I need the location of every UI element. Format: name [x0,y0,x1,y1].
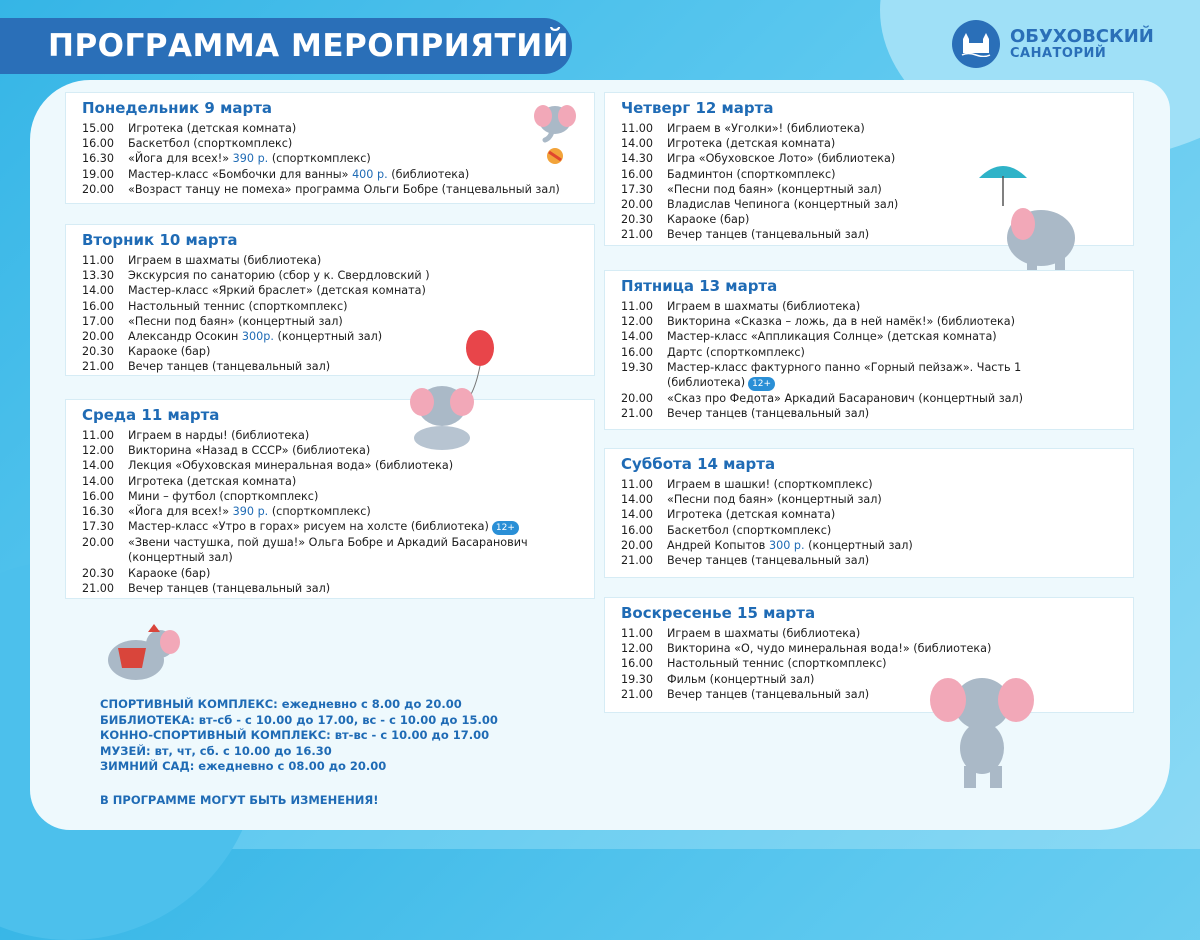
event-description [667,151,895,166]
event-row [621,391,1133,406]
event-row [621,375,1133,391]
event-row [82,489,594,504]
event-text: Владислав Чепинога (концертный зал) [667,198,899,212]
day-title: Воскресенье 15 марта [621,604,816,622]
day-title: Суббота 14 марта [621,455,776,473]
event-time: 19.00 [82,167,115,181]
event-row [82,519,594,535]
event-description [128,519,519,535]
event-description [128,136,292,151]
event-description [667,553,869,568]
event-text: Играем в шахматы (библиотека) [667,300,861,313]
event-row [82,182,594,197]
event-time: 20.00 [621,198,654,212]
event-time: 14.00 [82,284,115,298]
hours-line: МУЗЕЙ: вт, чт, сб. с 10.00 до 16.30 [100,743,332,758]
event-time: 21.00 [82,360,115,374]
event-description [128,314,343,329]
event-description [667,182,882,197]
castle-icon [952,20,1000,68]
event-time: 20.00 [621,392,654,406]
event-text: Мини – футбол (спорткомплекс) [128,489,319,503]
event-description [667,477,873,492]
event-description [667,656,886,671]
event-description [667,523,831,538]
event-description [128,283,426,298]
event-description [128,299,347,314]
event-time: 11.00 [82,429,115,442]
event-description [128,535,528,550]
event-time [82,550,128,565]
event-text: Лекция «Обуховская минеральная вода» (библиотека) [128,459,454,473]
event-text: Игра «Обуховское Лото» (библиотека) [667,152,896,166]
event-time: 16.00 [621,523,654,537]
event-row [82,136,594,151]
event-description [128,458,453,473]
event-row [82,566,594,581]
event-text: Викторина «О, чудо минеральная вода!» (библиотека) [667,642,992,656]
opening-hours [100,697,498,808]
day-title: Вторник 10 марта [82,231,238,249]
event-description [667,406,869,421]
event-description [667,492,882,507]
event-row [621,492,1133,507]
day-card-wednesday [65,399,595,599]
event-description [667,391,1023,406]
event-text: Вечер танцев (танцевальный зал) [667,228,870,242]
event-text: Викторина «Сказка – ложь, да в ней намёк!» (библиотека) [667,315,1016,329]
event-text: Экскурсия по санаторию (сбор у к. Свердловский ) [128,269,430,283]
event-row [82,359,594,374]
changes-note: В ПРОГРАММЕ МОГУТ БЫТЬ ИЗМЕНЕНИЯ! [100,792,379,807]
event-description [667,375,775,391]
event-text: Играем в шахматы (библиотека) [128,254,322,267]
event-time: 12.00 [621,315,654,329]
event-text: «Песни под баян» (концертный зал) [667,493,882,507]
event-text: (библиотека) [667,376,746,390]
event-row [82,581,594,596]
event-text: Мастер-класс «Аппликация Солнце» (детская комната) [667,330,997,344]
event-row [82,550,594,565]
elephant-dancing-illustration [920,666,1044,794]
event-text: Караоке (бар) [667,213,750,227]
event-description [128,489,318,504]
event-text: Фильм (концертный зал) [667,672,815,686]
event-description [128,504,371,519]
event-description [667,212,749,227]
event-text: Баскетбол (спорткомплекс) [667,523,832,537]
event-price: 300р. [241,330,274,344]
event-text: «Возраст танцу не помеха» программа Ольги Бобре (танцевальный зал) [128,182,560,196]
event-description [667,167,835,182]
event-time: 16.00 [82,489,115,503]
event-text: Баскетбол (спорткомплекс) [128,137,293,151]
event-time: 14.00 [621,493,654,507]
event-description [667,121,865,136]
event-row [82,283,594,298]
age-badge: 12+ [492,521,519,535]
event-time: 12.00 [621,642,654,656]
day-title: Понедельник 9 марта [82,99,273,117]
event-text: Игротека (детская комната) [128,122,297,135]
event-time: 14.00 [621,330,654,344]
event-row [621,626,1133,641]
event-text: Играем в нарды! (библиотека) [128,429,310,442]
elephant-ball-illustration [525,94,583,166]
event-description [128,253,321,268]
event-description [128,566,210,581]
event-row [621,299,1133,314]
event-row [82,344,594,359]
event-row [82,121,594,136]
day-card-sunday [604,597,1134,713]
hours-line: БИБЛИОТЕКА: вт-сб - с 10.00 до 17.00, вс - с 10.00 до 15.00 [100,712,498,727]
event-time: 16.00 [621,345,654,359]
event-description [128,268,430,283]
event-time: 14.00 [82,459,115,473]
event-text: Караоке (бар) [128,345,211,359]
day-card-saturday [604,448,1134,578]
event-row [82,474,594,489]
event-text: Андрей Копытов [667,538,766,552]
event-text: Мастер-класс «Утро в горах» рисуем на холсте (библиотека) [128,520,489,534]
event-time: 21.00 [82,581,115,595]
event-row [82,504,594,519]
event-text: Игротека (детская комната) [667,508,836,522]
event-time: 21.00 [621,687,654,701]
event-time: 14.00 [82,474,115,488]
event-time: 11.00 [82,254,115,267]
event-text: «Йога для всех!» [128,152,230,166]
event-time: 12.00 [82,444,115,458]
event-description [128,151,371,166]
event-row [621,687,1133,702]
event-description [667,329,997,344]
event-text: «Песни под баян» (концертный зал) [128,314,343,328]
event-row [82,167,594,182]
event-description [667,136,835,151]
event-time: 14.00 [621,508,654,522]
event-location: (концертный зал) [277,330,383,344]
event-row [82,299,594,314]
event-row [82,535,594,550]
event-description [128,443,370,458]
event-row [621,672,1133,687]
event-description [667,507,835,522]
event-time: 17.30 [621,182,654,196]
event-description [128,550,233,565]
event-text: Бадминтон (спорткомплекс) [667,167,836,181]
event-location: (спорткомплекс) [271,152,371,166]
event-location: (концертный зал) [808,538,913,552]
event-row [621,553,1133,568]
event-time: 21.00 [621,554,654,568]
event-time: 20.00 [621,538,654,552]
event-row [621,477,1133,492]
event-text: Вечер танцев (танцевальный зал) [667,407,870,421]
event-row [621,656,1133,671]
hours-line: ЗИМНИЙ САД: ежедневно с 08.00 до 20.00 [100,759,387,773]
event-time [621,375,667,391]
event-text: Игротека (детская комната) [667,137,836,151]
event-row [82,268,594,283]
elephant-umbrella-illustration [975,158,1087,274]
event-time: 19.30 [621,360,654,374]
event-text: Мастер-класс «Яркий браслет» (детская комната) [128,284,426,298]
event-price: 390 р. [232,505,269,519]
event-row [82,314,594,329]
event-text: Настольный теннис (спорткомплекс) [128,299,348,313]
event-description [128,182,560,197]
event-time: 11.00 [621,627,654,640]
event-description [667,314,1015,329]
event-row [82,329,594,344]
event-text: (концертный зал) [128,551,233,565]
event-text: Вечер танцев (танцевальный зал) [667,554,870,568]
event-row [621,538,1133,553]
event-row [621,406,1133,421]
event-row [82,428,594,443]
event-description [667,197,898,212]
event-row [82,458,594,473]
day-title: Среда 11 марта [82,406,220,424]
event-text: «Йога для всех!» [128,505,230,519]
event-description [667,345,805,360]
event-text: Мастер-класс фактурного панно «Горный пейзаж». Часть 1 [667,360,1022,374]
event-time: 20.00 [82,330,115,344]
event-text: Александр Осокин [128,330,239,344]
event-text: Мастер-класс «Бомбочки для ванны» [128,167,349,181]
event-time: 14.30 [621,152,654,166]
event-price: 300 р. [768,538,805,552]
event-row [621,507,1133,522]
event-price: 400 р. [352,167,388,181]
event-time: 16.30 [82,505,115,519]
event-description [667,360,1021,375]
event-row [621,360,1133,375]
event-description [128,344,210,359]
elephant-balloon-illustration [400,326,500,454]
event-text: Играем в шахматы (библиотека) [667,627,861,640]
event-time: 17.30 [82,520,115,534]
event-row [621,641,1133,656]
event-description [667,538,913,553]
event-description [667,227,869,242]
event-description [128,329,382,344]
event-description [667,626,860,641]
event-time: 16.00 [621,167,654,181]
event-time: 21.00 [621,228,654,242]
event-location: (библиотека) [391,167,470,181]
event-description [128,428,309,443]
event-time: 16.30 [82,152,115,166]
event-text: Игротека (детская комната) [128,474,297,488]
event-row [82,253,594,268]
event-price: 390 р. [232,152,269,166]
day-card-tuesday [65,224,595,376]
event-description [128,121,296,136]
event-time: 17.00 [82,314,115,328]
event-time: 21.00 [621,407,654,421]
day-card-monday [65,92,595,204]
event-description [128,581,330,596]
event-row [82,151,594,166]
event-row [621,345,1133,360]
event-text: Караоке (бар) [128,566,211,580]
event-text: Вечер танцев (танцевальный зал) [667,687,870,701]
event-text: Вечер танцев (танцевальный зал) [128,360,331,374]
logo-line-2: САНАТОРИЙ [1010,45,1107,61]
sanatorium-logo [952,20,1154,68]
event-text: Дартс (спорткомплекс) [667,345,805,359]
event-time: 15.00 [82,122,115,135]
event-text: Настольный теннис (спорткомплекс) [667,657,887,671]
event-time: 19.30 [621,672,654,686]
event-time: 11.00 [621,300,654,313]
day-title: Пятница 13 марта [621,277,778,295]
logo-line-1: ОБУХОВСКИЙ [1010,25,1154,47]
event-text: Играем в шашки! (спорткомплекс) [667,478,873,491]
event-text: «Звени частушка, пой душа!» Ольга Бобре и Аркадий Басаранович [128,536,528,550]
event-row [621,121,1133,136]
event-row [82,443,594,458]
event-text: Играем в «Уголки»! (библиотека) [667,122,865,135]
event-time: 20.30 [82,566,115,580]
event-time: 16.00 [621,657,654,671]
event-time: 13.30 [82,269,115,283]
event-time: 16.00 [82,137,115,151]
event-description [128,167,469,182]
event-time: 20.30 [82,345,115,359]
event-time: 16.00 [82,299,115,313]
event-time: 20.30 [621,213,654,227]
age-badge: 12+ [748,377,775,391]
event-time: 20.00 [82,536,115,550]
event-time: 20.00 [82,182,115,196]
event-description [128,359,330,374]
event-time: 11.00 [621,122,654,135]
elephant-circus-illustration [98,618,184,688]
event-row [621,136,1133,151]
page-title: ПРОГРАММА МЕРОПРИЯТИЙ [0,18,572,74]
event-description [128,474,296,489]
event-text: Викторина «Назад в СССР» (библиотека) [128,444,371,458]
event-row [621,314,1133,329]
event-location: (спорткомплекс) [271,505,371,519]
hours-line: КОННО-СПОРТИВНЫЙ КОМПЛЕКС: вт-вс - с 10.00 до 17.00 [100,728,490,742]
event-text: «Песни под баян» (концертный зал) [667,182,882,196]
day-card-friday [604,270,1134,430]
event-time: 11.00 [621,478,654,491]
event-text: «Сказ про Федота» Аркадий Басаранович (концертный зал) [667,392,1024,406]
event-description [667,299,860,314]
event-row [621,329,1133,344]
event-text: Вечер танцев (танцевальный зал) [128,581,331,595]
day-title: Четверг 12 марта [621,99,774,117]
event-row [621,523,1133,538]
event-description [667,641,991,656]
event-time: 14.00 [621,137,654,151]
hours-line: СПОРТИВНЫЙ КОМПЛЕКС: ежедневно с 8.00 до 20.00 [100,697,462,711]
event-description [667,672,814,687]
event-description [667,687,869,702]
